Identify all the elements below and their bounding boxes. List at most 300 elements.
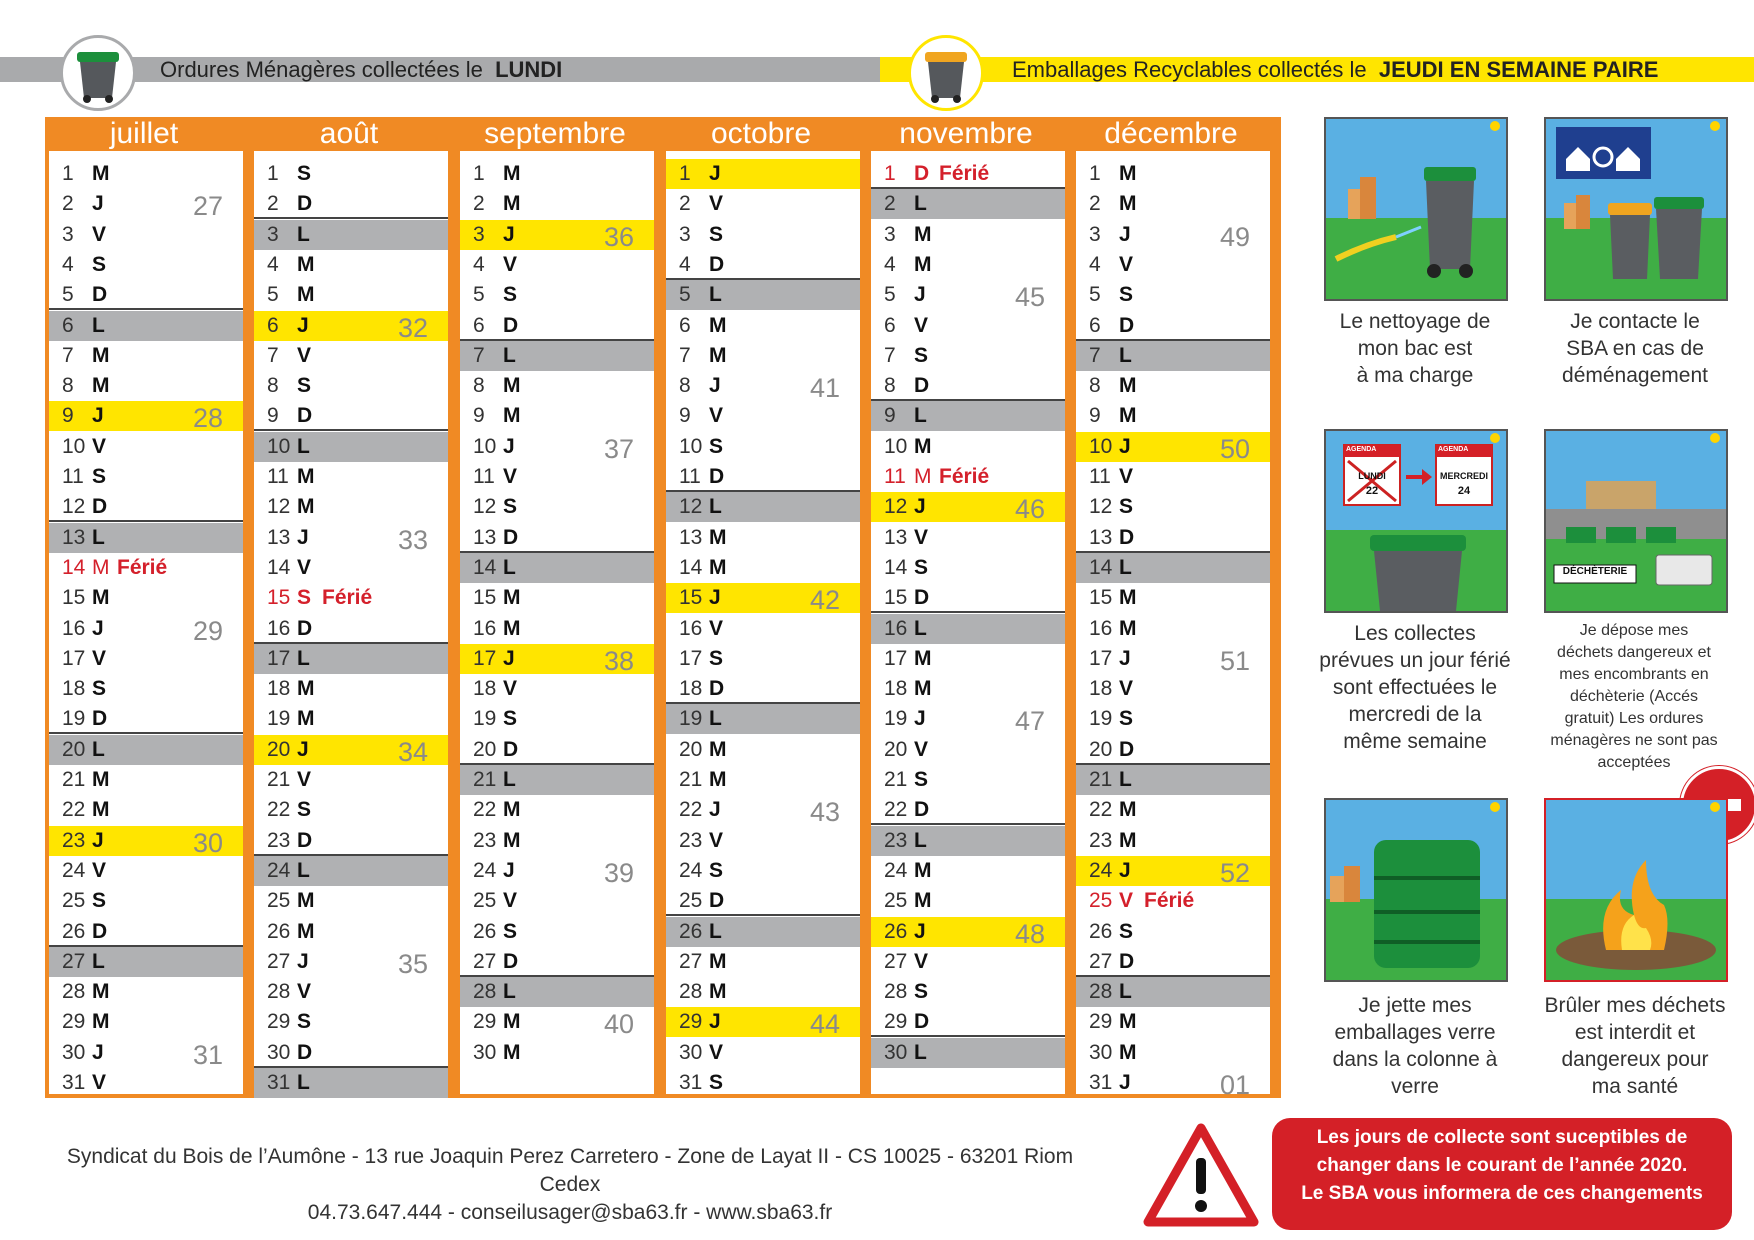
month-days [460, 151, 654, 1094]
day-number: 24 [267, 858, 291, 882]
day-row [49, 432, 243, 462]
day-row [1076, 1007, 1270, 1037]
day-number: 22 [679, 798, 703, 822]
holiday-label: Férié [939, 465, 990, 488]
agenda-from-day: LUNDI [1358, 471, 1386, 481]
day-number: 29 [62, 1010, 86, 1034]
day-row [666, 917, 860, 947]
day-number: 19 [679, 707, 703, 731]
day-row [666, 1038, 860, 1068]
day-number: 14 [62, 555, 86, 579]
month-days [1076, 151, 1270, 1100]
grey-collection-label: Ordures Ménagères collectées le LUNDI [160, 57, 563, 82]
weekday-letter: M [297, 919, 315, 943]
day-row [49, 614, 243, 644]
week-number: 01 [1219, 1070, 1250, 1100]
day-row [666, 401, 860, 431]
day-number: 17 [62, 646, 86, 670]
day-number: 29 [473, 1010, 497, 1034]
day-row [1076, 280, 1270, 310]
day-number: 6 [267, 313, 279, 337]
day-row [254, 826, 448, 856]
day-number: 24 [473, 858, 497, 882]
day-number: 17 [1089, 646, 1113, 670]
weekday-letter: J [92, 192, 104, 216]
day-row [666, 341, 860, 371]
weekday-letter: M [297, 283, 315, 307]
day-row [460, 553, 654, 583]
weekday-letter: V [92, 222, 107, 246]
day-number: 21 [679, 768, 703, 791]
day-row [871, 735, 1065, 765]
day-number: 9 [884, 404, 896, 428]
day-number: 3 [62, 222, 74, 246]
day-row [871, 977, 1065, 1007]
week-number: 30 [192, 827, 223, 858]
weekday-letter: V [92, 858, 107, 882]
day-row [1076, 826, 1270, 856]
weekday-letter: V [1119, 465, 1134, 488]
weekday-letter: S [1119, 495, 1134, 519]
weekday-letter: M [92, 555, 110, 579]
weekday-letter: S [92, 889, 107, 913]
day-number: 2 [679, 192, 691, 216]
weekday-letter: M [914, 252, 932, 276]
day-number: 20 [679, 737, 703, 761]
day-row [254, 583, 448, 613]
day-row [1076, 704, 1270, 734]
week-number: 51 [1219, 645, 1250, 676]
weekday-letter: M [503, 404, 521, 428]
weekday-letter: M [297, 252, 315, 276]
weekday-letter: M [914, 677, 932, 701]
day-number: 4 [62, 252, 74, 276]
day-number: 12 [884, 495, 908, 519]
day-number: 13 [62, 525, 86, 549]
weekday-letter: J [709, 162, 721, 185]
weekday-letter: L [92, 737, 105, 761]
weekday-letter: S [297, 162, 312, 185]
day-number: 14 [473, 555, 497, 579]
day-number: 16 [1089, 616, 1113, 640]
weekday-letter: S [709, 646, 724, 670]
weekday-letter: M [503, 192, 521, 216]
day-row [254, 856, 448, 886]
day-row [49, 735, 243, 765]
day-row [1076, 462, 1270, 492]
day-number: 18 [679, 677, 703, 701]
day-row [871, 644, 1065, 674]
day-number: 11 [884, 465, 906, 488]
weekday-letter: M [914, 646, 932, 670]
weekday-letter: M [709, 737, 727, 761]
day-row [666, 674, 860, 704]
day-row [666, 856, 860, 886]
day-number: 10 [267, 434, 291, 458]
day-number: 24 [1089, 858, 1113, 882]
day-number: 26 [1089, 919, 1113, 943]
week-number: 49 [1219, 221, 1250, 252]
week-number: 37 [603, 433, 634, 464]
day-number: 20 [473, 737, 497, 761]
day-row [871, 250, 1065, 280]
day-number: 30 [62, 1040, 86, 1064]
day-number: 2 [473, 192, 485, 216]
holiday-label: Férié [322, 586, 373, 610]
day-number: 21 [62, 768, 86, 791]
week-number: 47 [1014, 706, 1045, 737]
day-row [871, 947, 1065, 977]
weekday-letter: M [1119, 798, 1137, 822]
day-number: 6 [884, 313, 896, 337]
weekday-letter: M [1119, 1010, 1137, 1034]
weekday-letter: J [914, 283, 926, 307]
weekday-letter: J [503, 434, 515, 458]
day-row [254, 189, 448, 219]
day-number: 1 [267, 162, 279, 185]
day-number: 27 [1089, 949, 1113, 973]
day-number: 16 [679, 616, 703, 640]
weekday-letter: J [1119, 1071, 1131, 1094]
day-number: 10 [884, 434, 908, 458]
weekday-letter: M [709, 980, 727, 1004]
day-number: 12 [267, 495, 291, 519]
weekday-letter: J [709, 1010, 721, 1034]
day-row [666, 462, 860, 492]
day-number: 21 [267, 768, 291, 791]
day-number: 2 [884, 192, 896, 216]
day-row [1076, 795, 1270, 825]
weekday-letter: L [914, 1040, 927, 1064]
day-number: 16 [473, 616, 497, 640]
day-row [666, 492, 860, 522]
day-number: 13 [267, 525, 291, 549]
month-column [250, 117, 448, 1098]
weekday-letter: D [297, 404, 313, 428]
day-number: 15 [62, 586, 86, 610]
day-number: 26 [679, 919, 703, 943]
weekday-letter: J [1119, 858, 1131, 882]
day-row [871, 704, 1065, 737]
day-row [666, 159, 860, 189]
day-row [1076, 492, 1270, 522]
day-number: 7 [679, 343, 691, 367]
day-row [460, 311, 654, 341]
day-number: 25 [1089, 889, 1113, 913]
day-row [666, 947, 860, 977]
weekday-letter: M [1119, 828, 1137, 852]
weekday-letter: L [297, 646, 310, 670]
weekday-letter: J [709, 586, 721, 610]
weekday-letter: S [709, 858, 724, 882]
weekday-letter: V [503, 677, 518, 701]
day-number: 11 [679, 465, 701, 488]
weekday-letter: J [1119, 646, 1131, 670]
day-row [49, 523, 243, 553]
day-number: 5 [62, 283, 74, 307]
day-row [254, 1007, 448, 1037]
weekday-letter: J [92, 828, 104, 852]
day-number: 1 [1089, 162, 1101, 185]
day-row [254, 644, 448, 674]
day-number: 27 [679, 949, 703, 973]
day-row [1076, 856, 1270, 886]
day-number: 4 [1089, 252, 1101, 276]
weekday-letter: S [503, 707, 518, 731]
day-number: 15 [1089, 586, 1113, 610]
week-number: 38 [603, 645, 634, 676]
day-number: 8 [473, 374, 485, 398]
day-row [871, 401, 1065, 431]
weekday-letter: V [709, 828, 724, 852]
agenda-from-num: 22 [1365, 485, 1379, 497]
weekday-letter: J [92, 404, 104, 428]
weekday-letter: D [503, 313, 519, 337]
weekday-letter: D [709, 252, 725, 276]
month-days [254, 151, 448, 1094]
day-number: 28 [267, 980, 291, 1004]
weekday-letter: J [914, 919, 926, 943]
day-number: 16 [884, 616, 908, 640]
day-row [49, 553, 243, 583]
day-row [49, 917, 243, 947]
weekday-letter: L [1119, 768, 1132, 791]
day-row [871, 1038, 1065, 1068]
day-number: 18 [267, 677, 291, 701]
day-row [1076, 583, 1270, 613]
tile6-caption: Brûler mes déchets est interdit et dangereux pour ma santé [1544, 994, 1726, 1098]
day-number: 4 [679, 252, 691, 276]
day-number: 24 [679, 858, 703, 882]
day-row [1076, 250, 1270, 280]
day-row [460, 583, 654, 613]
month-days [49, 151, 243, 1094]
weekday-letter: V [92, 1071, 107, 1094]
schedule-change-warning: Les jours de collecte sont suceptibles de changer dans le courant de l’année 2020. Le SBA vous informera de ces changements [1272, 1118, 1732, 1230]
day-number: 14 [1089, 555, 1113, 579]
day-row [871, 432, 1065, 462]
day-row [1076, 947, 1270, 977]
day-row [666, 1007, 860, 1040]
day-row [460, 432, 654, 462]
day-row [1076, 1068, 1270, 1098]
bin-cleaning-icon [1324, 117, 1508, 301]
weekday-letter: M [297, 465, 315, 488]
day-row [254, 674, 448, 704]
day-row [49, 311, 243, 341]
weekday-letter: M [709, 525, 727, 549]
week-number: 28 [192, 403, 223, 434]
day-row [460, 614, 654, 644]
address-line: Syndicat du Bois de l’Aumône - 13 rue Joaquin Perez Carretero - Zone de Layat II - CS 10025 - 63201 Riom Cedex [66, 1145, 1074, 1196]
day-number: 17 [679, 646, 703, 670]
day-number: 18 [62, 677, 86, 701]
day-row [254, 947, 448, 977]
day-row [666, 614, 860, 644]
day-number: 20 [62, 737, 86, 761]
weekday-letter: S [709, 1071, 724, 1094]
weekday-letter: D [1119, 737, 1135, 761]
weekday-letter: M [297, 677, 315, 701]
day-row [49, 220, 243, 250]
day-number: 25 [62, 889, 86, 913]
month-days [871, 151, 1065, 1094]
day-number: 20 [1089, 737, 1113, 761]
day-row [49, 765, 243, 795]
day-row [460, 856, 654, 886]
weekday-letter: S [297, 374, 312, 398]
weekday-letter: M [92, 798, 110, 822]
day-number: 3 [473, 222, 485, 246]
day-row [254, 250, 448, 280]
weekday-letter: D [1119, 525, 1135, 549]
weekday-letter: V [297, 555, 312, 579]
day-row [666, 280, 860, 310]
weekday-letter: V [709, 192, 724, 216]
day-row [49, 401, 243, 434]
weekday-letter: D [914, 1010, 930, 1034]
weekday-letter: M [1119, 1040, 1137, 1064]
day-row [1076, 644, 1270, 674]
day-row [871, 765, 1065, 795]
weekday-letter: S [709, 434, 724, 458]
day-row [871, 614, 1065, 644]
weekday-letter: V [297, 768, 312, 791]
month-title: septembre [484, 117, 626, 150]
week-number: 40 [603, 1009, 634, 1040]
weekday-letter: M [503, 798, 521, 822]
day-row [1076, 1038, 1270, 1068]
day-number: 1 [884, 162, 896, 185]
day-number: 26 [267, 919, 291, 943]
weekday-letter: V [914, 313, 929, 337]
weekday-letter: S [1119, 283, 1134, 307]
day-row [49, 856, 243, 886]
day-row [666, 644, 860, 674]
weekday-letter: M [1119, 586, 1137, 610]
day-row [49, 341, 243, 371]
day-number: 23 [884, 828, 908, 852]
day-number: 22 [1089, 798, 1113, 822]
day-row [666, 1068, 860, 1098]
weekday-letter: D [709, 677, 725, 701]
day-number: 19 [884, 707, 908, 731]
day-row [871, 886, 1065, 916]
day-number: 21 [1089, 768, 1113, 791]
day-row [254, 159, 448, 189]
day-row [666, 311, 860, 341]
day-row [1076, 674, 1270, 704]
day-row [666, 826, 860, 856]
weekday-letter: V [914, 949, 929, 973]
day-row [666, 220, 860, 250]
day-row [1076, 371, 1270, 401]
day-number: 30 [1089, 1040, 1113, 1064]
weekday-letter: D [503, 949, 519, 973]
weekday-letter: S [1119, 919, 1134, 943]
weekday-letter: D [92, 495, 108, 519]
day-row [871, 795, 1065, 825]
weekday-letter: M [92, 162, 110, 185]
day-row [666, 189, 860, 219]
weekday-letter: M [297, 495, 315, 519]
weekday-letter: J [1119, 434, 1131, 458]
day-number: 15 [679, 586, 703, 610]
day-number: 27 [473, 949, 497, 973]
day-number: 31 [1089, 1071, 1113, 1094]
weekday-letter: D [914, 162, 930, 185]
day-row [254, 1038, 448, 1068]
weekday-letter: L [297, 222, 310, 246]
weekday-letter: V [503, 252, 518, 276]
weekday-letter: M [709, 343, 727, 367]
weekday-letter: D [1119, 313, 1135, 337]
week-number: 45 [1014, 282, 1045, 313]
weekday-letter: D [92, 283, 108, 307]
day-row [460, 462, 654, 492]
day-number: 3 [679, 222, 691, 246]
day-row [460, 189, 654, 219]
day-row [666, 250, 860, 280]
month-column [1072, 117, 1270, 1098]
weekday-letter: V [1119, 677, 1134, 701]
weekday-letter: J [914, 707, 926, 731]
weekday-letter: S [914, 343, 929, 367]
day-row [254, 523, 448, 553]
day-number: 26 [62, 919, 86, 943]
day-row [666, 371, 860, 404]
day-number: 20 [267, 737, 291, 761]
day-number: 5 [679, 283, 691, 307]
day-number: 4 [884, 252, 896, 276]
weekday-letter: M [92, 374, 110, 398]
warning-triangle-icon [1142, 1122, 1260, 1228]
yellow-bin-icon [908, 35, 984, 111]
day-number: 10 [1089, 434, 1113, 458]
weekday-letter: M [92, 343, 110, 367]
weekday-letter: L [914, 192, 927, 216]
weekday-letter: L [1119, 555, 1132, 579]
weekday-letter: M [709, 555, 727, 579]
day-number: 26 [473, 919, 497, 943]
day-number: 6 [1089, 313, 1101, 337]
day-row [871, 917, 1065, 947]
weekday-letter: L [503, 343, 516, 367]
day-row [460, 795, 654, 825]
day-number: 29 [884, 1010, 908, 1034]
weekday-letter: J [92, 616, 104, 640]
day-number: 27 [62, 949, 86, 973]
day-number: 28 [473, 980, 497, 1004]
day-number: 9 [1089, 404, 1101, 428]
day-row [460, 947, 654, 977]
weekday-letter: M [914, 889, 932, 913]
collection-calendar [45, 117, 1281, 1098]
day-number: 25 [679, 889, 703, 913]
day-number: 19 [1089, 707, 1113, 731]
weekday-letter: V [297, 343, 312, 367]
day-row [254, 735, 448, 765]
day-row [871, 189, 1065, 219]
day-row [460, 280, 654, 310]
day-number: 9 [267, 404, 279, 428]
weekday-letter: M [914, 222, 932, 246]
day-row [871, 462, 1065, 492]
day-number: 28 [1089, 980, 1113, 1004]
week-number: 35 [397, 948, 428, 979]
day-row [49, 947, 243, 977]
weekday-letter: M [92, 768, 110, 791]
